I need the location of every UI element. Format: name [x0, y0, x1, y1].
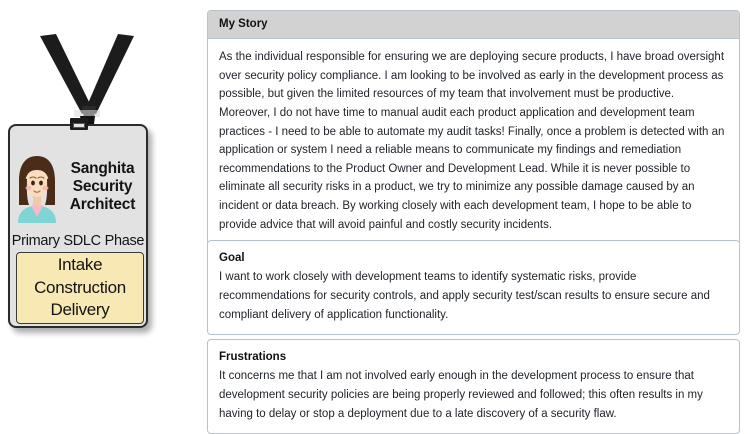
badge-identity-row: [10, 144, 146, 230]
phase-item-construction: Construction: [34, 277, 126, 297]
panel-frustrations-title: Frustrations: [219, 351, 287, 363]
phase-item-delivery: Delivery: [50, 300, 110, 320]
primary-sdlc-phase-label: Primary SDLC Phase: [11, 233, 145, 249]
panel-frustrations: [207, 339, 740, 434]
panel-frustrations-text: It concerns me that I am not involved early enough in the development process to ensure that development security policies are being properly reviewed and followed; this often results in my having to delay or stop a deployment due to a late discovery of a security flaw.: [219, 370, 703, 420]
panel-my-story-body: As the individual responsible for ensuring we are deploying secure products, I have broad oversight over security policy compliance. I am looking to be involved as early in the development process as possible, but given the limited resources of my team that involvement must be productive. Moreover, I do not have time to manual audit each product application and development team practices - I need to be able to automate my audit tasks! Finally, once a problem is detected with an application or system I need a reliable means to communicate my findings and remediation recommendations to the Product Owner and Development Lead. While it is never possible to eliminate all security risks in a product, we try to minimize any possible damage caused by an incident or data breach. By working closely with each development team, I hope to be able to provide advice that will avoid painful and costly security incidents.: [219, 51, 725, 231]
badge-clip-icon: [70, 118, 88, 130]
persona-badge: [0, 0, 195, 426]
woman-avatar-icon: [12, 151, 62, 223]
panel-my-story: [207, 10, 740, 245]
persona-content: [207, 0, 742, 426]
badge-name-block: [62, 160, 146, 214]
panel-goal-text: I want to work closely with development teams to identify systematic risks, provide recommendations for security controls, and apply security test/scan results to ensure secure and compliant delivery of application functionality.: [219, 271, 710, 321]
panel-goal: [207, 240, 740, 335]
lanyard-strap-icon: [0, 34, 195, 134]
phase-item-intake: Intake: [57, 255, 103, 275]
panel-goal-title: Goal: [219, 252, 245, 264]
panel-goal-body-wrap: [208, 241, 739, 334]
badge-card: [8, 124, 148, 328]
badge-person-name: Sanghita: [70, 160, 135, 178]
badge-role-line-1: Security: [72, 178, 133, 196]
badge-role-line-2: Architect: [69, 195, 136, 213]
panel-frustrations-body-wrap: [208, 340, 739, 433]
primary-sdlc-phase-box: [16, 252, 144, 324]
panel-my-story-header: My Story: [208, 11, 739, 39]
